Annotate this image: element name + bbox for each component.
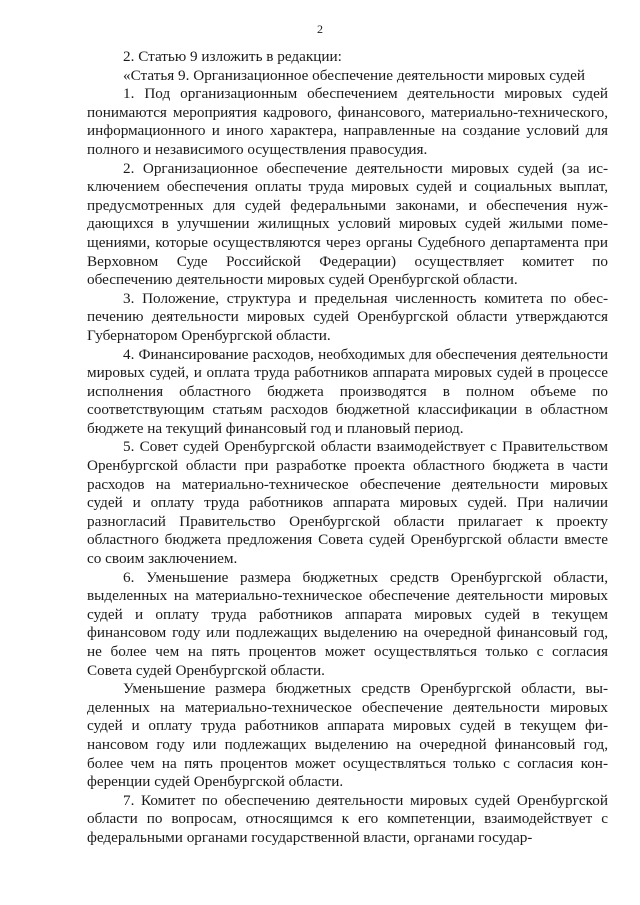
paragraph-clause-6: 6. Уменьшение размера бюджетных средств Оренбургской области, выделенных на материально-техническое обеспечение деятельности мировых судей и оплату труда работников аппарата мировых судей в текущем финансовом году или подлежащих выделению на очередной финансовый год, не более чем на пять процентов может осуществляться только с согласия Совета судей Оренбургской области. <box>87 568 608 679</box>
paragraph-clause-7: 7. Комитет по обеспечению деятельности мировых судей Оренбургской области по вопросам, относящимся к его компетенции, взаимодействует с федеральными органами государственной власти, органами государ- <box>87 791 608 846</box>
page-number: 2 <box>317 22 323 36</box>
paragraph-clause-6-continued: Уменьшение размера бюджетных средств Оренбургской области, выделенных на материально-техническое обеспечение деятельности мировых судей и оплату труда работников аппарата мировых судей в текущем финансовом году или подлежащих выделению на очередной финансовый год, более чем на пять процентов может осуществляться только с согласия конференции судей Оренбургской области. <box>87 680 608 791</box>
paragraph-clause-3: 3. Положение, структура и предельная численность комитета по обеспечению деятельности мировых судей Оренбургской области утверждаются Губернатором Оренбургской области. <box>87 289 608 344</box>
paragraph-clause-4: 4. Финансирование расходов, необходимых для обеспечения деятельности мировых судей, и оплата труда работников аппарата мировых судей в процессе исполнения областного бюджета производятся в полном объеме по соответствующим статьям расходов бюджетной классификации в областном бюджете на текущий финансовый год и плановый период. <box>87 345 608 437</box>
paragraph-clause-2: 2. Организационное обеспечение деятельности мировых судей (за исключением обеспечения оплаты труда мировых судей и социальных выплат, предусмотренных для судей федеральными законами, и обеспечения нуждающихся в улучшении жилищных условий мировых судей жилыми помещениями, которые осуществляются через органы Судебного департамента при Верховном Суде Российской Федерации) осуществляет комитет по обеспечению деятельности мировых судей Оренбургской области. <box>87 159 608 289</box>
paragraph-article-instruction: 2. Статью 9 изложить в редакции: <box>123 48 342 65</box>
document-body <box>87 48 608 848</box>
paragraph-article-heading: «Статья 9. Организационное обеспечение деятельности мировых судей <box>123 66 586 84</box>
paragraph-clause-5: 5. Совет судей Оренбургской области взаимодействует с Правительством Оренбургской области при разработке проекта областного бюджета в части расходов на материально-техническое обеспечение деятельности мировых судей и оплату труда работников аппарата мировых судей. При наличии разногласий Правительство Оренбургской области прилагает к проекту областного бюджета предложения Совета судей Оренбургской области вместе со своим заключением. <box>87 438 608 568</box>
paragraph-clause-1: 1. Под организационным обеспечением деятельности мировых судей понимаются мероприятия кадрового, финансового, материально-технического, информационного и иного характера, направленные на создание условий для полного и независимого осуществления правосудия. <box>87 85 608 158</box>
